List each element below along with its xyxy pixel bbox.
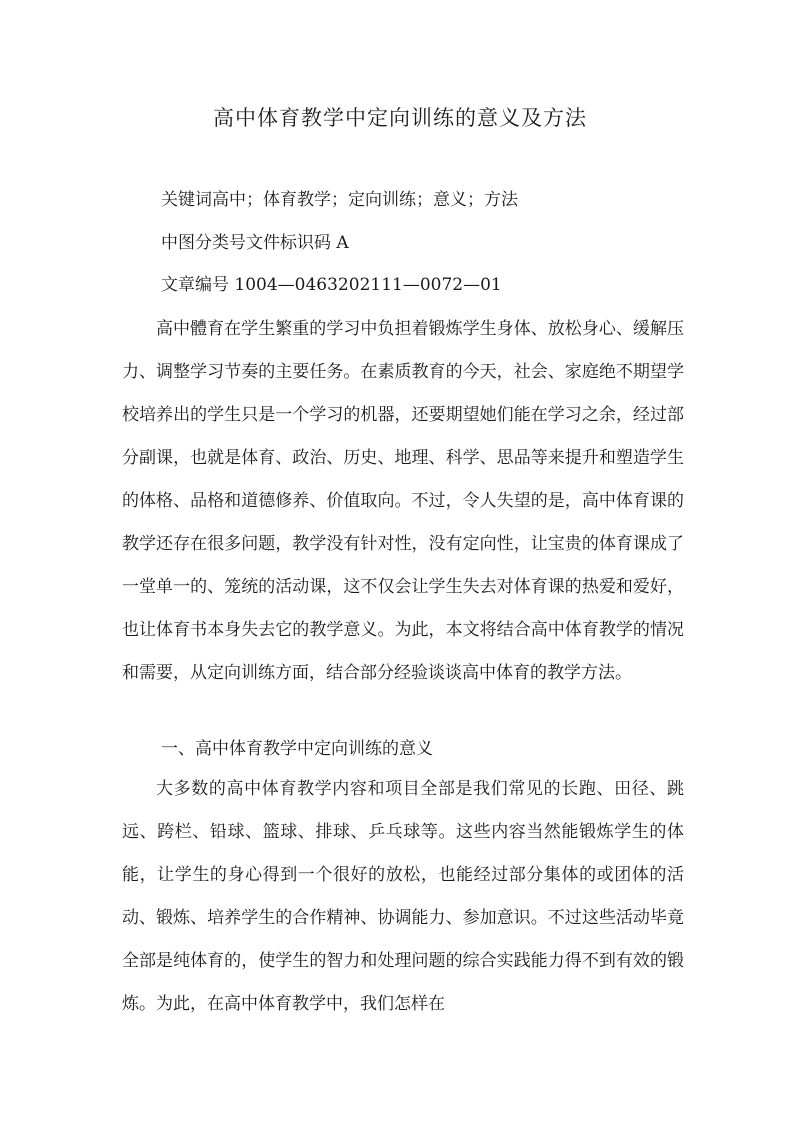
document-title: 高中体育教学中定向训练的意义及方法 <box>213 106 587 130</box>
section-heading: 一、高中体育教学中定向训练的意义 <box>161 739 433 759</box>
body-paragraph-intro: 高中體育在学生繁重的学习中负担着锻炼学生身体、放松身心、缓解压力、调整学习节奏的主要任务。在素质教育的今天，社会、家庭绝不期望学校培养出的学生只是一个学习的机器，还要期望她们能在学习之余，经过部分副课，也就是体育、政治、历史、地理、科学、思品等来提升和塑造学生的体格、品格和道德修养、价值取向。不过，令人失望的是，高中体育课的教学还存在很多问题，教学没有针对性，没有定向性，让宝贵的体育课成了一堂单一的、笼统的活动课，这不仅会让学生失去对体育课的热爱和爱好，也让体育书本身失去它的教学意义。为此，本文将结合高中体育教学的情况和需要，从定向训练方面，结合部分经验谈谈高中体育的教学方法。 <box>122 319 684 683</box>
keywords-line: 关键词高中；体育教学；定向训练；意义；方法 <box>161 190 518 210</box>
classification-line: 中图分类号文件标识码 A <box>161 233 349 253</box>
article-number-line: 文章编号 1004—0463202111—0072—01 <box>161 275 502 295</box>
body-paragraph-section-1: 大多数的高中体育教学内容和项目全部是我们常见的长跑、田径、跳远、跨栏、铅球、篮球、排球、乒乓球等。这些内容当然能锻炼学生的体能，让学生的身心得到一个很好的放松，也能经过部分集体的或团体的活动、锻炼、培养学生的合作精神、协调能力、参加意识。不过这些活动毕竟全部是纯体育的，使学生的智力和处理问题的综合实践能力得不到有效的锻炼。为此，在高中体育教学中，我们怎样在 <box>122 779 684 1014</box>
